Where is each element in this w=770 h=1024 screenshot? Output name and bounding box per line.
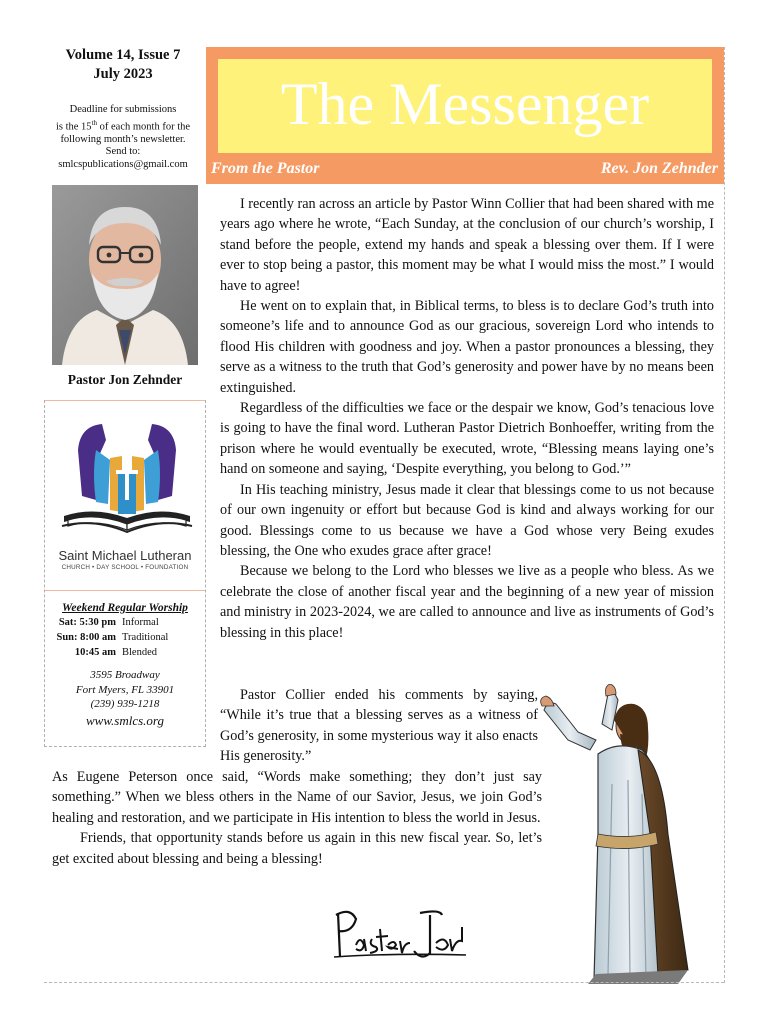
article-paragraph: Regardless of the difficulties we face or the despair we know, God’s tenacious love is going to have the final word. Lutheran Pastor Dietrich Bonhoeffer, writing from the prison where he would eventually be executed, wrote, “Blessing means laying one’s hand on someone and saying, ‘Despite everything, you belong to God.’”	[220, 400, 714, 478]
deadline-line2	[44, 117, 202, 134]
issue-volume: Volume 14, Issue 7	[65, 47, 181, 63]
section-title: From the Pastor	[211, 160, 320, 177]
photo-caption: Pastor Jon Zehnder	[67, 372, 183, 387]
issue-info	[48, 46, 198, 84]
page-border-right	[724, 47, 725, 983]
deadline-line2-a: is the 15	[55, 121, 92, 132]
article-paragraph: I recently ran across an article by Pastor Winn Collier that had been shared with me years ago where he wrote, “Each Sunday, at the conclusion of our church’s worship, I stand before the people, extend my hands and speak a blessing over them. If I were ever to stop being a pastor, this moment may be what I would miss the most.” I would have to agree!	[220, 196, 714, 294]
deadline-line4: Send to:	[105, 146, 141, 157]
worship-service: Blended	[122, 647, 157, 658]
worship-time: Sun: 8:00 am	[56, 632, 116, 643]
article-body-wrapped	[220, 685, 538, 767]
worship-time: 10:45 am	[74, 647, 116, 658]
article-body-full	[52, 767, 542, 869]
church-name: Saint Michael Lutheran	[58, 548, 192, 563]
deadline-line3: following month’s newsletter.	[60, 133, 186, 145]
deadline-line1: Deadline for submissions	[69, 104, 177, 115]
pastor-signature	[330, 905, 470, 975]
page-border-bottom	[44, 982, 724, 983]
deadline-line2-b: of each month for the	[97, 121, 191, 132]
issue-date: July 2023	[93, 66, 153, 82]
newsletter-title: The Messenger	[280, 71, 650, 137]
worship-service: Traditional	[122, 632, 169, 643]
article-paragraph: Friends, that opportunity stands before us again in this new fiscal year. So, let’s get excited about blessing and being a blessing!	[52, 830, 542, 867]
article-paragraph: Pastor Collier ended his comments by saying, “While it’s true that a blessing serves as a witness of God’s generosity, in some mysterious way it also enacts His generosity.”	[220, 687, 538, 765]
article-paragraph: As Eugene Peterson once said, “Words make something; they don’t just say something.” When we bless others in the Name of our Savior, Jesus, we join God’s healing and restoration, and we participate in His intention to bless the world in Jesus.	[52, 769, 542, 826]
article-paragraph: In His teaching ministry, Jesus made it clear that blessings come to us not because of our own ingenuity or effort but because God is kind and always working for our good. Blessings come to us because we have a God whose very Being exudes blessing, the One who exudes grace after grace!	[220, 481, 714, 559]
article-paragraph: Because we belong to the Lord who blesses we live as a people who bless. As we celebrate the close of another fiscal year and the beginning of a new year of mission and ministry in 2023-2024, we are called to announce and live as instruments of God’s blessing in this place!	[220, 563, 714, 641]
deadline-line2-sup: th	[91, 118, 98, 127]
jesus-blessing-illustration	[538, 684, 706, 984]
address-phone: (239) 939-1218	[90, 698, 160, 710]
worship-title: Weekend Regular Worship	[62, 602, 188, 614]
article-paragraph: He went on to explain that, in Biblical terms, to bless is to declare God’s truth into someone’s life and to announce God as our gracious, sovereign Lord who intends to flood His children with goodness and joy. When a pastor pronounces a blessing, they serve as a witness to the truth that God’s generosity and power have by no means been extinguished.	[220, 298, 714, 396]
submission-deadline	[44, 104, 202, 171]
worship-time: Sat: 5:30 pm	[58, 617, 116, 628]
church-website-link[interactable]: www.smlcs.org	[85, 713, 164, 728]
section-author: Rev. Jon Zehnder	[600, 160, 718, 177]
church-subtitle: CHURCH • DAY SCHOOL • FOUNDATION	[61, 564, 189, 571]
pastor-photo	[52, 185, 198, 365]
worship-service: Informal	[122, 617, 159, 628]
left-sidebar-box	[44, 400, 206, 747]
deadline-email[interactable]: smlcspublications@gmail.com	[58, 158, 188, 170]
address-street: 3595 Broadway	[90, 669, 160, 681]
article-body	[220, 194, 714, 643]
address-city: Fort Myers, FL 33901	[75, 683, 175, 696]
